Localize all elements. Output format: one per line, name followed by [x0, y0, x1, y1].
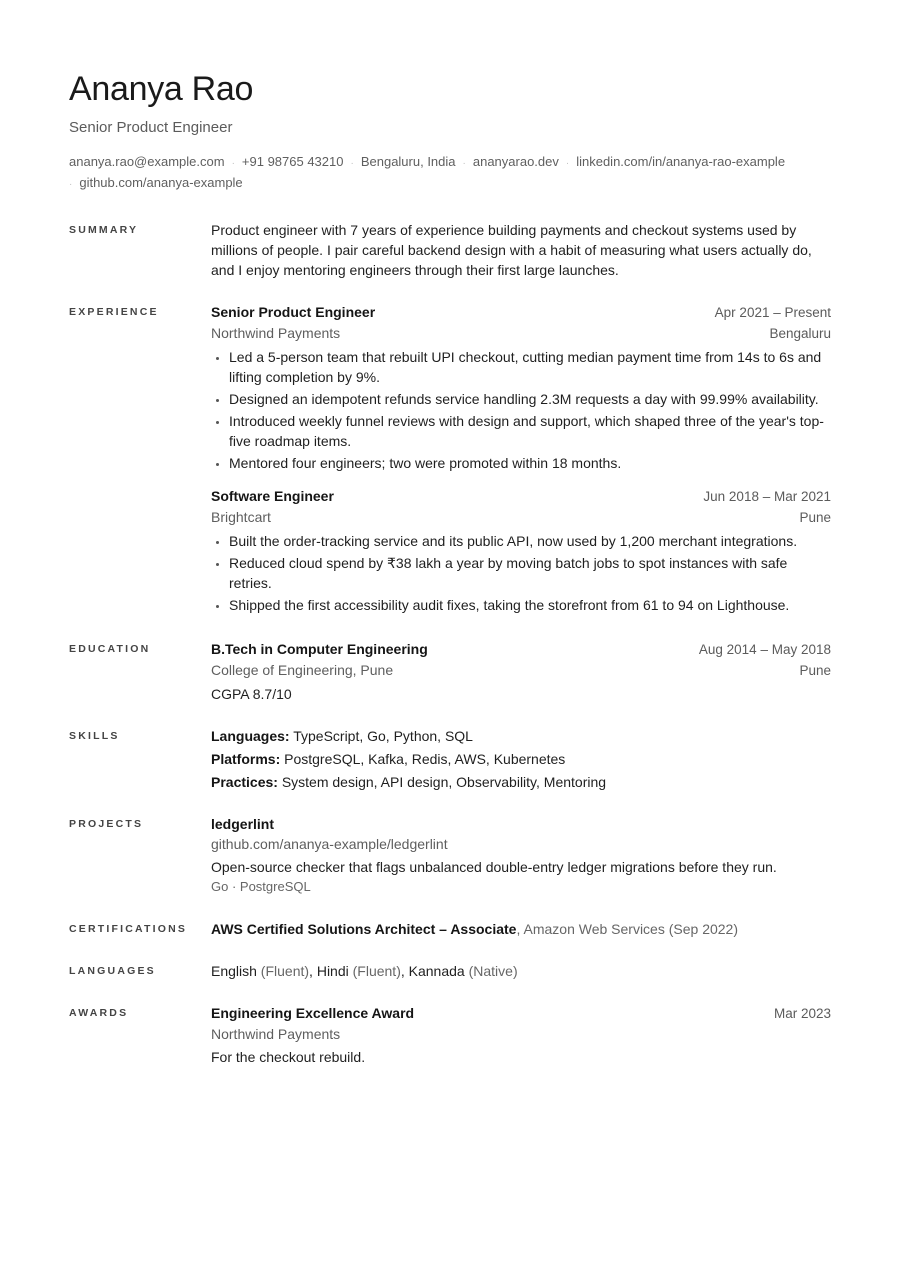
- contact-phone[interactable]: +91 98765 43210: [241, 154, 344, 169]
- languages-list: [211, 961, 831, 981]
- candidate-name: Ananya Rao: [69, 70, 254, 108]
- section-label-languages: LANGUAGES: [69, 965, 156, 977]
- separator-dot: ·: [69, 179, 73, 190]
- language-separator: ,: [400, 963, 409, 979]
- skill-values: System design, API design, Observability, Mentoring: [281, 774, 607, 790]
- certification-name: AWS Certified Solutions Architect – Associate: [211, 921, 517, 937]
- job-title: Senior Product Engineer: [211, 304, 376, 320]
- education-section: [69, 639, 831, 704]
- degree: B.Tech in Computer Engineering: [211, 641, 428, 657]
- section-label-education: EDUCATION: [69, 643, 151, 655]
- bullet-item: • Introduced weekly funnel reviews with design and support, which shaped three of the year's top-five roadmap items.: [229, 411, 831, 451]
- section-label-certifications: CERTIFICATIONS: [69, 923, 188, 935]
- certifications-section: [69, 919, 831, 939]
- contact-github[interactable]: github.com/ananya-example: [79, 175, 243, 190]
- school: College of Engineering, Pune: [211, 662, 394, 678]
- language-level: (Fluent): [348, 963, 401, 979]
- skills-list: [211, 726, 831, 792]
- bullet-item: • Designed an idempotent refunds service handling 2.3M requests a day with 99.99% availability.: [229, 389, 831, 409]
- project-url[interactable]: github.com/ananya-example/ledgerlint: [211, 836, 448, 852]
- resume-header: [69, 70, 831, 194]
- project-tech: Go · PostgreSQL: [211, 879, 311, 894]
- separator-dot: ·: [231, 158, 235, 169]
- bullet-item: • Led a 5-person team that rebuilt UPI checkout, cutting median payment time from 14s to 6s and lifting completion by 9%.: [229, 347, 831, 387]
- skill-row: [211, 749, 831, 769]
- contact-linkedin[interactable]: linkedin.com/in/ananya-rao-example: [576, 154, 786, 169]
- language-name: Hindi: [316, 963, 349, 979]
- project-description: Open-source checker that flags unbalanced double-entry ledger migrations before they run.: [211, 859, 777, 875]
- summary-text: Product engineer with 7 years of experience building payments and checkout systems used by millions of people. I pair careful backend design with a habit of measuring what users actually do, and I enjoy mentoring engineers through their first large launches.: [211, 222, 812, 278]
- project-name: ledgerlint: [211, 816, 275, 832]
- job-bullets: [211, 531, 831, 615]
- bullet-item: • Mentored four engineers; two were promoted within 18 months.: [229, 453, 831, 473]
- bullet-item: • Shipped the first accessibility audit fixes, taking the storefront from 61 to 94 on Lighthouse.: [229, 595, 831, 615]
- skill-row: [211, 772, 831, 792]
- project-entry: [211, 814, 831, 897]
- section-label-summary: SUMMARY: [69, 224, 139, 236]
- language-level: (Fluent): [256, 963, 310, 979]
- contact-line: [69, 152, 831, 194]
- award-date: Mar 2023: [773, 1006, 831, 1021]
- language-level: (Native): [464, 963, 518, 979]
- job-company: Northwind Payments: [211, 325, 341, 341]
- skill-row: [211, 726, 831, 746]
- contact-line-2: [69, 173, 831, 194]
- contact-email[interactable]: ananya.rao@example.com: [69, 154, 225, 169]
- certification-entry: [211, 919, 831, 939]
- award-org: Northwind Payments: [211, 1026, 341, 1042]
- job-location: Bengaluru: [769, 326, 831, 341]
- candidate-role: Senior Product Engineer: [69, 119, 233, 136]
- experience-section: [69, 302, 831, 617]
- section-label-experience: EXPERIENCE: [69, 306, 159, 318]
- contact-website[interactable]: ananyarao.dev: [472, 154, 559, 169]
- job-title: Software Engineer: [211, 488, 334, 504]
- bullet-item: • Built the order-tracking service and its public API, now used by 1,200 merchant integrations.: [229, 531, 831, 551]
- skill-category: Languages:: [211, 728, 290, 744]
- skill-values: TypeScript, Go, Python, SQL: [293, 728, 473, 744]
- section-label-awards: AWARDS: [69, 1007, 129, 1019]
- separator-dot: ·: [462, 158, 466, 169]
- experience-entry: [211, 486, 831, 615]
- language-separator: ,: [309, 963, 317, 979]
- section-label-skills: SKILLS: [69, 730, 120, 742]
- experience-list: [211, 302, 831, 617]
- skill-values: PostgreSQL, Kafka, Redis, AWS, Kubernetes: [284, 751, 566, 767]
- separator-dot: ·: [350, 158, 354, 169]
- education-entry: [211, 639, 831, 704]
- job-location: Pune: [799, 510, 831, 525]
- award-note: For the checkout rebuild.: [211, 1049, 366, 1065]
- projects-section: [69, 814, 831, 897]
- language-name: Kannada: [408, 963, 465, 979]
- grade: CGPA 8.7/10: [211, 686, 292, 702]
- experience-entry: [211, 302, 831, 473]
- bullet-item: • Reduced cloud spend by ₹38 lakh a year by moving batch jobs to spot instances with safe retries.: [229, 553, 831, 593]
- job-bullets: [211, 347, 831, 473]
- certification-issuer: , Amazon Web Services (Sep 2022): [516, 921, 739, 937]
- job-dates: Apr 2021 – Present: [714, 305, 831, 320]
- awards-section: [69, 1003, 831, 1067]
- contact-location: Bengaluru, India: [360, 154, 456, 169]
- award-title: Engineering Excellence Award: [211, 1005, 415, 1021]
- award-entry: [211, 1003, 831, 1067]
- languages-section: [69, 961, 831, 981]
- job-company: Brightcart: [211, 509, 271, 525]
- skills-section: [69, 726, 831, 792]
- skill-category: Practices:: [211, 774, 278, 790]
- summary-section: [69, 220, 831, 280]
- separator-dot: ·: [565, 158, 570, 169]
- education-location: Pune: [799, 663, 831, 678]
- skill-category: Platforms:: [211, 751, 281, 767]
- job-dates: Jun 2018 – Mar 2021: [703, 489, 831, 504]
- section-label-projects: PROJECTS: [69, 818, 144, 830]
- language-name: English: [211, 963, 257, 979]
- education-dates: Aug 2014 – May 2018: [698, 642, 831, 657]
